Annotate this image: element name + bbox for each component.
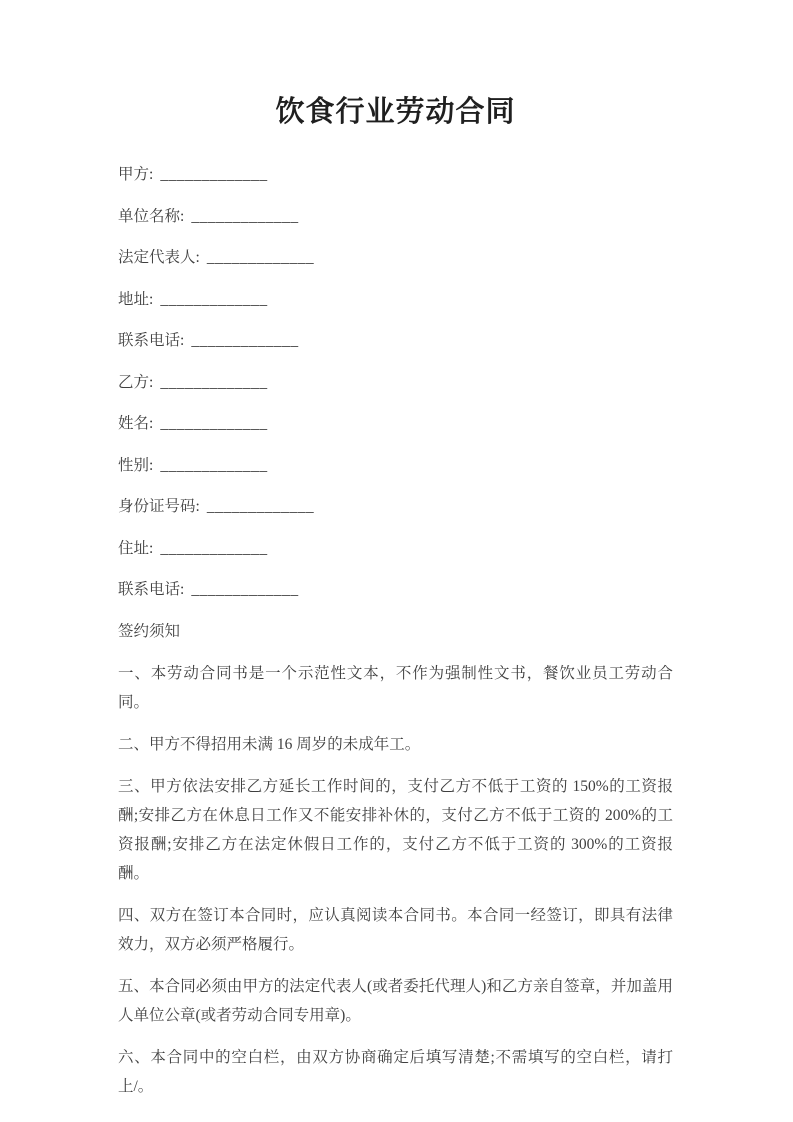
field-blank-party-b: _____________ xyxy=(160,373,268,391)
field-label-company-name: 单位名称: xyxy=(118,207,185,225)
party-b-info-section xyxy=(118,369,673,605)
field-row-phone-party-a xyxy=(118,327,673,355)
field-label-phone-party-a: 联系电话: xyxy=(118,332,185,349)
field-blank-address: _____________ xyxy=(160,290,268,308)
field-label-id-number: 身份证号码: xyxy=(118,498,200,515)
note-item-6: 六、本合同中的空白栏，由双方协商确定后填写清楚;不需填写的空白栏，请打上/。 xyxy=(118,1049,673,1095)
field-label-address: 地址: xyxy=(118,290,154,308)
field-row-name xyxy=(118,410,673,438)
field-row-id-number xyxy=(118,493,673,521)
field-blank-residence: _____________ xyxy=(160,539,268,557)
field-row-party-a xyxy=(118,161,673,189)
field-blank-phone-party-b: _____________ xyxy=(191,581,299,598)
field-label-legal-representative: 法定代表人: xyxy=(118,249,200,266)
field-row-phone-party-b xyxy=(118,576,673,604)
party-a-info-section xyxy=(118,161,673,355)
field-label-name: 姓名: xyxy=(118,415,154,432)
document-title: 饮食行业劳动合同 xyxy=(275,96,516,128)
field-blank-legal-representative: _____________ xyxy=(206,249,315,266)
note-item-4: 四、双方在签订本合同时，应认真阅读本合同书。本合同一经签订，即具有法律效力，双方必须严格履行。 xyxy=(118,907,673,953)
field-label-residence: 住址: xyxy=(118,539,154,557)
field-row-residence xyxy=(118,535,673,563)
field-label-gender: 性别: xyxy=(118,456,154,474)
field-row-legal-representative xyxy=(118,244,673,272)
field-row-address xyxy=(118,286,673,314)
note-item-3: 三、甲方依法安排乙方延长工作时间的，支付乙方不低于工资的 150%的工资报酬;安排乙方在休息日工作又不能安排补休的，支付乙方不低于工资的 200%的工资报酬;安排乙方在法定休假日工作的，支付乙方不低于工资的 300%的工资报酬。 xyxy=(118,778,673,882)
field-row-gender xyxy=(118,452,673,480)
note-item-1: 一、本劳动合同书是一个示范性文本，不作为强制性文书，餐饮业员工劳动合同。 xyxy=(118,665,673,711)
field-label-party-a: 甲方: xyxy=(118,166,154,183)
field-row-party-b xyxy=(118,369,673,397)
field-blank-phone-party-a: _____________ xyxy=(191,332,299,349)
field-blank-company-name: _____________ xyxy=(191,207,299,225)
field-row-company-name xyxy=(118,203,673,231)
field-blank-id-number: _____________ xyxy=(206,498,315,515)
field-blank-gender: _____________ xyxy=(160,456,268,474)
signing-notes-heading: 签约须知 xyxy=(118,622,181,640)
signing-notes-section xyxy=(118,618,673,1102)
field-blank-name: _____________ xyxy=(160,415,268,432)
note-item-5: 五、本合同必须由甲方的法定代表人(或者委托代理人)和乙方亲自签章，并加盖用人单位公章(或者劳动合同专用章)。 xyxy=(118,978,673,1024)
field-label-party-b: 乙方: xyxy=(118,373,154,391)
field-blank-party-a: _____________ xyxy=(160,166,268,183)
field-label-phone-party-b: 联系电话: xyxy=(118,581,185,598)
note-item-2: 二、甲方不得招用未满 16 周岁的未成年工。 xyxy=(118,736,421,753)
